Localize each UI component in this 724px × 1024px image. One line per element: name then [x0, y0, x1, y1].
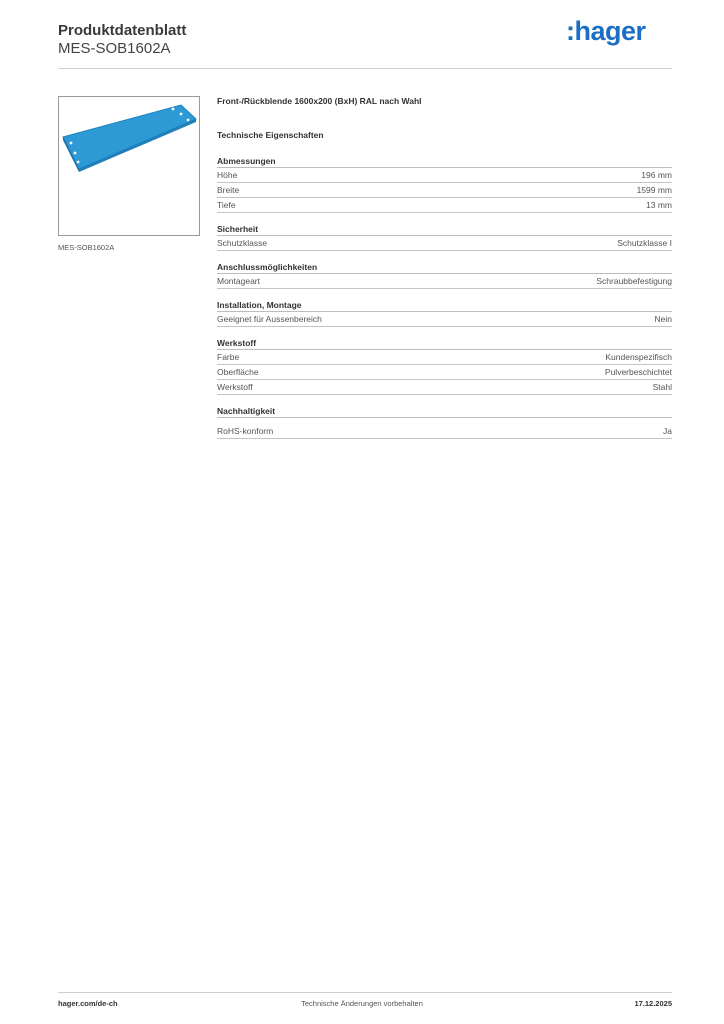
property-label: Breite [217, 185, 240, 195]
property-row [217, 168, 672, 183]
section-title: Sicherheit [217, 224, 672, 236]
property-label: Farbe [217, 352, 240, 362]
property-value: 13 mm [646, 200, 672, 210]
property-row [217, 274, 672, 289]
property-label: Werkstoff [217, 382, 253, 392]
section-safety [217, 224, 672, 251]
footer-notice: Technische Änderungen vorbehalten [301, 999, 423, 1008]
property-value: Kundenspezifisch [605, 352, 672, 362]
section-title: Abmessungen [217, 156, 672, 168]
footer-website-link[interactable]: hager.com/de-ch [58, 999, 118, 1008]
property-row [217, 183, 672, 198]
property-value: 196 mm [641, 170, 672, 180]
technical-properties-heading: Technische Eigenschaften [217, 130, 324, 140]
product-description: Front-/Rückblende 1600x200 (BxH) RAL nach Wahl [217, 96, 422, 106]
property-label: Montageart [217, 276, 260, 286]
property-label: Geeignet für Aussenbereich [217, 314, 322, 324]
property-value: Schutzklasse I [617, 238, 672, 248]
property-value: Ja [663, 426, 672, 436]
property-row [217, 380, 672, 395]
footer-date: 17.12.2025 [634, 999, 672, 1008]
product-number: MES-SOB1602A [58, 40, 171, 57]
property-value: Pulverbeschichtet [604, 367, 672, 377]
section-installation [217, 300, 672, 327]
property-value: Stahl [652, 382, 672, 392]
property-row [217, 198, 672, 213]
property-label: Schutzklasse [217, 238, 268, 248]
page-title: Produktdatenblatt [58, 22, 187, 39]
hager-logo: :hager [566, 16, 646, 46]
property-label: Tiefe [217, 200, 236, 210]
property-row [217, 236, 672, 251]
section-title: Installation, Montage [217, 300, 672, 312]
property-value: Schraubbefestigung [596, 276, 672, 286]
property-label: Höhe [217, 170, 238, 180]
blue-cover-panel-image [59, 97, 199, 235]
section-connection-options [217, 262, 672, 289]
section-title: Werkstoff [217, 338, 672, 350]
footer-divider [58, 992, 672, 993]
technical-properties [217, 156, 672, 450]
property-row [217, 350, 672, 365]
property-row [217, 424, 672, 439]
property-value: 1599 mm [636, 185, 672, 195]
section-title: Anschlussmöglichkeiten [217, 262, 672, 274]
product-image-frame [58, 96, 200, 236]
property-value: Nein [654, 314, 672, 324]
property-label: Oberfläche [217, 367, 259, 377]
header-divider [58, 68, 672, 69]
section-material [217, 338, 672, 395]
property-row [217, 365, 672, 380]
image-caption: MES-SOB1602A [58, 243, 115, 252]
property-row [217, 312, 672, 327]
section-sustainability [217, 406, 672, 439]
property-label: RoHS-konform [217, 426, 274, 436]
section-dimensions [217, 156, 672, 213]
section-title: Nachhaltigkeit [217, 406, 672, 418]
